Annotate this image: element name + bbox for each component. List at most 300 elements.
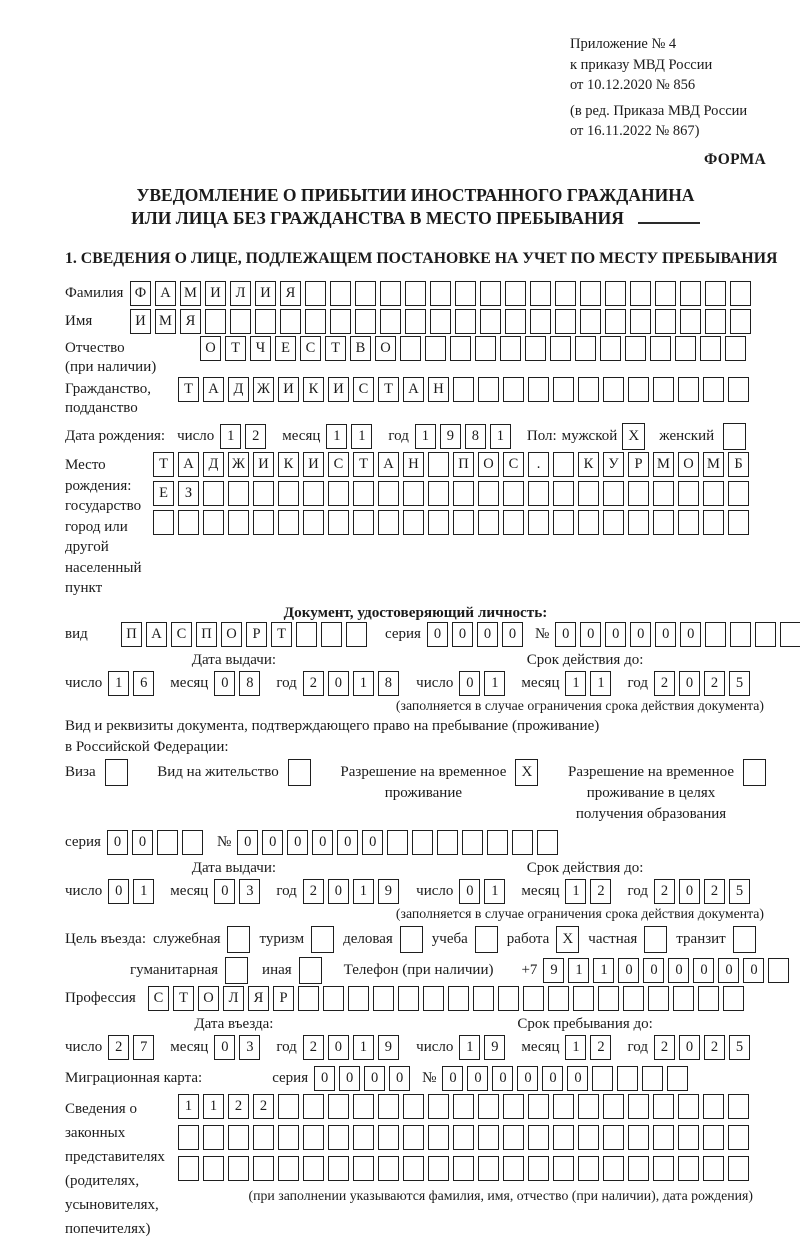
checkbox-cell[interactable] bbox=[400, 926, 423, 953]
form-cell[interactable] bbox=[703, 1125, 724, 1150]
form-cell[interactable] bbox=[628, 1125, 649, 1150]
form-cell[interactable]: 2 bbox=[654, 671, 675, 696]
form-cell[interactable]: С bbox=[300, 336, 321, 361]
form-cell[interactable]: О bbox=[375, 336, 396, 361]
form-cell[interactable]: 1 bbox=[326, 424, 347, 449]
form-cell[interactable] bbox=[678, 510, 699, 535]
form-cell[interactable]: 1 bbox=[415, 424, 436, 449]
form-cell[interactable] bbox=[348, 986, 369, 1011]
form-cell[interactable]: М bbox=[155, 309, 176, 334]
form-cell[interactable]: 7 bbox=[133, 1035, 154, 1060]
form-cell[interactable]: 1 bbox=[353, 671, 374, 696]
form-cell[interactable] bbox=[537, 830, 558, 855]
form-cell[interactable]: Я bbox=[280, 281, 301, 306]
form-cell[interactable] bbox=[655, 281, 676, 306]
form-cell[interactable]: 1 bbox=[203, 1094, 224, 1119]
checkbox-cell[interactable] bbox=[227, 926, 250, 953]
form-cell[interactable]: А bbox=[378, 452, 399, 477]
checkbox-cell[interactable] bbox=[288, 759, 311, 786]
form-cell[interactable]: А bbox=[155, 281, 176, 306]
form-cell[interactable] bbox=[346, 622, 367, 647]
form-cell[interactable]: 0 bbox=[362, 830, 383, 855]
form-cell[interactable]: А bbox=[203, 377, 224, 402]
form-cell[interactable] bbox=[628, 1156, 649, 1181]
form-cell[interactable] bbox=[305, 309, 326, 334]
form-cell[interactable] bbox=[703, 481, 724, 506]
form-cell[interactable]: 2 bbox=[303, 671, 324, 696]
form-cell[interactable]: И bbox=[303, 452, 324, 477]
form-cell[interactable] bbox=[453, 377, 474, 402]
form-cell[interactable] bbox=[228, 510, 249, 535]
form-cell[interactable] bbox=[653, 1156, 674, 1181]
form-cell[interactable]: З bbox=[178, 481, 199, 506]
form-cell[interactable] bbox=[578, 1125, 599, 1150]
form-cell[interactable]: 1 bbox=[133, 879, 154, 904]
form-cell[interactable]: Л bbox=[230, 281, 251, 306]
form-cell[interactable]: 6 bbox=[133, 671, 154, 696]
form-cell[interactable] bbox=[378, 481, 399, 506]
form-cell[interactable] bbox=[453, 1125, 474, 1150]
form-cell[interactable]: 2 bbox=[303, 1035, 324, 1060]
form-cell[interactable] bbox=[157, 830, 178, 855]
form-cell[interactable]: 0 bbox=[328, 879, 349, 904]
form-cell[interactable] bbox=[473, 986, 494, 1011]
form-cell[interactable] bbox=[278, 1156, 299, 1181]
form-cell[interactable]: П bbox=[453, 452, 474, 477]
form-cell[interactable]: Ф bbox=[130, 281, 151, 306]
form-cell[interactable] bbox=[380, 309, 401, 334]
form-cell[interactable] bbox=[755, 622, 776, 647]
form-cell[interactable] bbox=[628, 1094, 649, 1119]
form-cell[interactable] bbox=[623, 986, 644, 1011]
form-cell[interactable] bbox=[553, 481, 574, 506]
form-cell[interactable] bbox=[478, 1094, 499, 1119]
form-cell[interactable]: О bbox=[678, 452, 699, 477]
form-cell[interactable] bbox=[655, 309, 676, 334]
form-cell[interactable]: 0 bbox=[693, 958, 714, 983]
form-cell[interactable] bbox=[630, 309, 651, 334]
form-cell[interactable] bbox=[228, 481, 249, 506]
form-cell[interactable] bbox=[403, 481, 424, 506]
form-cell[interactable]: М bbox=[180, 281, 201, 306]
form-cell[interactable] bbox=[355, 309, 376, 334]
form-cell[interactable] bbox=[296, 622, 317, 647]
form-cell[interactable]: 2 bbox=[704, 879, 725, 904]
form-cell[interactable]: 1 bbox=[565, 1035, 586, 1060]
form-cell[interactable] bbox=[182, 830, 203, 855]
form-cell[interactable] bbox=[553, 452, 574, 477]
form-cell[interactable] bbox=[525, 336, 546, 361]
form-cell[interactable] bbox=[428, 1094, 449, 1119]
form-cell[interactable]: 9 bbox=[378, 1035, 399, 1060]
form-cell[interactable] bbox=[328, 510, 349, 535]
form-cell[interactable] bbox=[478, 1125, 499, 1150]
form-cell[interactable] bbox=[203, 1125, 224, 1150]
form-cell[interactable]: 1 bbox=[220, 424, 241, 449]
form-cell[interactable] bbox=[625, 336, 646, 361]
form-cell[interactable]: 0 bbox=[555, 622, 576, 647]
form-cell[interactable]: 0 bbox=[718, 958, 739, 983]
form-cell[interactable] bbox=[642, 1066, 663, 1091]
form-cell[interactable] bbox=[528, 1156, 549, 1181]
form-cell[interactable]: М bbox=[703, 452, 724, 477]
form-cell[interactable] bbox=[555, 309, 576, 334]
form-cell[interactable] bbox=[487, 830, 508, 855]
form-cell[interactable] bbox=[528, 510, 549, 535]
form-cell[interactable] bbox=[667, 1066, 688, 1091]
form-cell[interactable] bbox=[303, 510, 324, 535]
form-cell[interactable]: 1 bbox=[565, 879, 586, 904]
form-cell[interactable] bbox=[412, 830, 433, 855]
form-cell[interactable] bbox=[428, 452, 449, 477]
form-cell[interactable]: 2 bbox=[228, 1094, 249, 1119]
form-cell[interactable] bbox=[578, 377, 599, 402]
form-cell[interactable]: П bbox=[196, 622, 217, 647]
form-cell[interactable] bbox=[203, 481, 224, 506]
form-cell[interactable]: 1 bbox=[459, 1035, 480, 1060]
form-cell[interactable]: С bbox=[148, 986, 169, 1011]
form-cell[interactable] bbox=[673, 986, 694, 1011]
form-cell[interactable] bbox=[723, 986, 744, 1011]
form-cell[interactable]: М bbox=[653, 452, 674, 477]
form-cell[interactable] bbox=[330, 309, 351, 334]
form-cell[interactable]: О bbox=[221, 622, 242, 647]
form-cell[interactable] bbox=[253, 1125, 274, 1150]
form-cell[interactable] bbox=[430, 309, 451, 334]
form-cell[interactable]: 0 bbox=[502, 622, 523, 647]
form-cell[interactable] bbox=[678, 377, 699, 402]
form-cell[interactable]: С bbox=[328, 452, 349, 477]
form-cell[interactable] bbox=[703, 377, 724, 402]
form-cell[interactable] bbox=[378, 510, 399, 535]
form-cell[interactable] bbox=[603, 1156, 624, 1181]
checkbox-cell[interactable] bbox=[299, 957, 322, 984]
form-cell[interactable] bbox=[628, 481, 649, 506]
checkbox-cell[interactable] bbox=[644, 926, 667, 953]
form-cell[interactable] bbox=[403, 510, 424, 535]
form-cell[interactable] bbox=[678, 481, 699, 506]
form-cell[interactable] bbox=[703, 1156, 724, 1181]
form-cell[interactable]: . bbox=[528, 452, 549, 477]
form-cell[interactable] bbox=[700, 336, 721, 361]
form-cell[interactable] bbox=[553, 1156, 574, 1181]
form-cell[interactable] bbox=[278, 510, 299, 535]
form-cell[interactable] bbox=[480, 309, 501, 334]
form-cell[interactable] bbox=[503, 510, 524, 535]
form-cell[interactable] bbox=[605, 309, 626, 334]
form-cell[interactable] bbox=[437, 830, 458, 855]
form-cell[interactable]: Н bbox=[428, 377, 449, 402]
form-cell[interactable]: 0 bbox=[567, 1066, 588, 1091]
form-cell[interactable]: 0 bbox=[679, 1035, 700, 1060]
form-cell[interactable] bbox=[598, 986, 619, 1011]
form-cell[interactable] bbox=[278, 1094, 299, 1119]
form-cell[interactable]: 3 bbox=[239, 1035, 260, 1060]
form-cell[interactable]: 9 bbox=[440, 424, 461, 449]
form-cell[interactable]: И bbox=[328, 377, 349, 402]
form-cell[interactable] bbox=[303, 481, 324, 506]
form-cell[interactable] bbox=[405, 309, 426, 334]
form-cell[interactable] bbox=[353, 1094, 374, 1119]
form-cell[interactable] bbox=[553, 377, 574, 402]
form-cell[interactable]: Ж bbox=[253, 377, 274, 402]
form-cell[interactable] bbox=[478, 510, 499, 535]
form-cell[interactable] bbox=[355, 281, 376, 306]
form-cell[interactable]: 1 bbox=[353, 879, 374, 904]
form-cell[interactable]: Д bbox=[228, 377, 249, 402]
form-cell[interactable]: 0 bbox=[459, 879, 480, 904]
form-cell[interactable] bbox=[353, 1156, 374, 1181]
form-cell[interactable]: 0 bbox=[328, 1035, 349, 1060]
form-cell[interactable] bbox=[580, 309, 601, 334]
form-cell[interactable] bbox=[653, 1125, 674, 1150]
form-cell[interactable]: 0 bbox=[618, 958, 639, 983]
form-cell[interactable]: К bbox=[578, 452, 599, 477]
form-cell[interactable]: В bbox=[350, 336, 371, 361]
form-cell[interactable]: 1 bbox=[351, 424, 372, 449]
form-cell[interactable]: 0 bbox=[312, 830, 333, 855]
form-cell[interactable] bbox=[648, 986, 669, 1011]
form-cell[interactable] bbox=[578, 1156, 599, 1181]
checkbox-cell[interactable] bbox=[105, 759, 128, 786]
form-cell[interactable]: 5 bbox=[729, 879, 750, 904]
form-cell[interactable] bbox=[478, 1156, 499, 1181]
form-cell[interactable]: С bbox=[353, 377, 374, 402]
form-cell[interactable] bbox=[453, 510, 474, 535]
form-cell[interactable] bbox=[653, 377, 674, 402]
form-cell[interactable]: И bbox=[253, 452, 274, 477]
form-cell[interactable] bbox=[378, 1156, 399, 1181]
form-cell[interactable]: А bbox=[146, 622, 167, 647]
form-cell[interactable] bbox=[528, 1094, 549, 1119]
form-cell[interactable] bbox=[400, 336, 421, 361]
form-cell[interactable] bbox=[503, 1125, 524, 1150]
form-cell[interactable] bbox=[430, 281, 451, 306]
form-cell[interactable]: 1 bbox=[108, 671, 129, 696]
form-cell[interactable] bbox=[453, 1156, 474, 1181]
form-cell[interactable] bbox=[512, 830, 533, 855]
form-cell[interactable]: 1 bbox=[565, 671, 586, 696]
form-cell[interactable] bbox=[678, 1094, 699, 1119]
checkbox-cell[interactable]: X bbox=[515, 759, 538, 786]
form-cell[interactable] bbox=[675, 336, 696, 361]
form-cell[interactable]: Р bbox=[273, 986, 294, 1011]
form-cell[interactable]: А bbox=[178, 452, 199, 477]
form-cell[interactable]: Я bbox=[180, 309, 201, 334]
form-cell[interactable]: 0 bbox=[459, 671, 480, 696]
form-cell[interactable]: Т bbox=[271, 622, 292, 647]
form-cell[interactable] bbox=[605, 281, 626, 306]
form-cell[interactable] bbox=[428, 510, 449, 535]
form-cell[interactable]: Т bbox=[173, 986, 194, 1011]
form-cell[interactable]: Т bbox=[378, 377, 399, 402]
form-cell[interactable]: 1 bbox=[590, 671, 611, 696]
form-cell[interactable]: У bbox=[603, 452, 624, 477]
form-cell[interactable] bbox=[203, 510, 224, 535]
form-cell[interactable] bbox=[705, 281, 726, 306]
form-cell[interactable]: 8 bbox=[239, 671, 260, 696]
form-cell[interactable] bbox=[428, 481, 449, 506]
form-cell[interactable] bbox=[505, 281, 526, 306]
form-cell[interactable]: О bbox=[200, 336, 221, 361]
form-cell[interactable]: 0 bbox=[442, 1066, 463, 1091]
form-cell[interactable] bbox=[303, 1094, 324, 1119]
form-cell[interactable] bbox=[353, 1125, 374, 1150]
form-cell[interactable]: 2 bbox=[253, 1094, 274, 1119]
form-cell[interactable] bbox=[505, 309, 526, 334]
form-cell[interactable] bbox=[321, 622, 342, 647]
form-cell[interactable] bbox=[548, 986, 569, 1011]
form-cell[interactable]: Я bbox=[248, 986, 269, 1011]
form-cell[interactable]: 0 bbox=[680, 622, 701, 647]
form-cell[interactable]: Т bbox=[225, 336, 246, 361]
form-cell[interactable] bbox=[503, 1094, 524, 1119]
form-cell[interactable] bbox=[255, 309, 276, 334]
form-cell[interactable] bbox=[323, 986, 344, 1011]
form-cell[interactable]: 0 bbox=[477, 622, 498, 647]
form-cell[interactable]: 0 bbox=[339, 1066, 360, 1091]
checkbox-cell[interactable] bbox=[225, 957, 248, 984]
form-cell[interactable] bbox=[630, 281, 651, 306]
form-cell[interactable] bbox=[303, 1125, 324, 1150]
form-cell[interactable]: 0 bbox=[452, 622, 473, 647]
form-cell[interactable] bbox=[403, 1156, 424, 1181]
form-cell[interactable] bbox=[503, 377, 524, 402]
form-cell[interactable] bbox=[153, 510, 174, 535]
form-cell[interactable] bbox=[462, 830, 483, 855]
form-cell[interactable]: 1 bbox=[484, 671, 505, 696]
form-cell[interactable] bbox=[553, 1125, 574, 1150]
form-cell[interactable]: Ч bbox=[250, 336, 271, 361]
form-cell[interactable] bbox=[628, 377, 649, 402]
form-cell[interactable]: 0 bbox=[492, 1066, 513, 1091]
form-cell[interactable] bbox=[603, 510, 624, 535]
form-cell[interactable] bbox=[578, 510, 599, 535]
form-cell[interactable] bbox=[603, 377, 624, 402]
form-cell[interactable] bbox=[475, 336, 496, 361]
form-cell[interactable] bbox=[768, 958, 789, 983]
form-cell[interactable] bbox=[455, 281, 476, 306]
form-cell[interactable]: 2 bbox=[654, 1035, 675, 1060]
form-cell[interactable] bbox=[578, 481, 599, 506]
form-cell[interactable] bbox=[453, 1094, 474, 1119]
form-cell[interactable] bbox=[280, 309, 301, 334]
form-cell[interactable] bbox=[730, 281, 751, 306]
form-cell[interactable] bbox=[678, 1156, 699, 1181]
form-cell[interactable]: 0 bbox=[287, 830, 308, 855]
form-cell[interactable]: Т bbox=[325, 336, 346, 361]
form-cell[interactable]: Е bbox=[153, 481, 174, 506]
form-cell[interactable] bbox=[728, 1094, 749, 1119]
form-cell[interactable] bbox=[373, 986, 394, 1011]
form-cell[interactable] bbox=[523, 986, 544, 1011]
form-cell[interactable] bbox=[550, 336, 571, 361]
checkbox-cell[interactable] bbox=[311, 926, 334, 953]
form-cell[interactable]: 0 bbox=[108, 879, 129, 904]
form-cell[interactable] bbox=[478, 481, 499, 506]
form-cell[interactable] bbox=[705, 622, 726, 647]
form-cell[interactable] bbox=[425, 336, 446, 361]
form-cell[interactable] bbox=[653, 1094, 674, 1119]
form-cell[interactable]: О bbox=[478, 452, 499, 477]
form-cell[interactable]: 0 bbox=[214, 671, 235, 696]
form-cell[interactable] bbox=[353, 510, 374, 535]
form-cell[interactable]: 0 bbox=[580, 622, 601, 647]
form-cell[interactable] bbox=[328, 481, 349, 506]
checkbox-cell[interactable] bbox=[743, 759, 766, 786]
form-cell[interactable]: Т bbox=[153, 452, 174, 477]
form-cell[interactable] bbox=[678, 1125, 699, 1150]
form-cell[interactable] bbox=[278, 481, 299, 506]
form-cell[interactable]: 0 bbox=[427, 622, 448, 647]
form-cell[interactable] bbox=[653, 510, 674, 535]
form-cell[interactable] bbox=[303, 1156, 324, 1181]
form-cell[interactable]: 0 bbox=[364, 1066, 385, 1091]
form-cell[interactable]: 0 bbox=[542, 1066, 563, 1091]
form-cell[interactable] bbox=[230, 309, 251, 334]
form-cell[interactable]: 2 bbox=[590, 879, 611, 904]
form-cell[interactable]: 0 bbox=[337, 830, 358, 855]
form-cell[interactable] bbox=[378, 1125, 399, 1150]
form-cell[interactable] bbox=[178, 1156, 199, 1181]
form-cell[interactable]: 8 bbox=[378, 671, 399, 696]
form-cell[interactable] bbox=[650, 336, 671, 361]
form-cell[interactable] bbox=[575, 336, 596, 361]
form-cell[interactable] bbox=[617, 1066, 638, 1091]
form-cell[interactable]: 0 bbox=[328, 671, 349, 696]
form-cell[interactable] bbox=[730, 622, 751, 647]
form-cell[interactable] bbox=[503, 1156, 524, 1181]
form-cell[interactable] bbox=[428, 1156, 449, 1181]
form-cell[interactable] bbox=[328, 1125, 349, 1150]
form-cell[interactable] bbox=[728, 481, 749, 506]
form-cell[interactable]: К bbox=[303, 377, 324, 402]
form-cell[interactable]: 0 bbox=[467, 1066, 488, 1091]
form-cell[interactable] bbox=[428, 1125, 449, 1150]
form-cell[interactable]: 1 bbox=[568, 958, 589, 983]
form-cell[interactable]: С bbox=[171, 622, 192, 647]
form-cell[interactable]: 0 bbox=[262, 830, 283, 855]
checkbox-cell[interactable]: X bbox=[556, 926, 579, 953]
form-cell[interactable]: Т bbox=[178, 377, 199, 402]
form-cell[interactable]: 0 bbox=[655, 622, 676, 647]
form-cell[interactable] bbox=[705, 309, 726, 334]
checkbox-cell[interactable] bbox=[733, 926, 756, 953]
form-cell[interactable]: 0 bbox=[214, 1035, 235, 1060]
form-cell[interactable]: 0 bbox=[237, 830, 258, 855]
form-cell[interactable]: 0 bbox=[679, 671, 700, 696]
form-cell[interactable]: 2 bbox=[704, 671, 725, 696]
form-cell[interactable]: К bbox=[278, 452, 299, 477]
form-cell[interactable]: 1 bbox=[593, 958, 614, 983]
form-cell[interactable]: П bbox=[121, 622, 142, 647]
form-cell[interactable] bbox=[728, 377, 749, 402]
form-cell[interactable]: 9 bbox=[378, 879, 399, 904]
form-cell[interactable] bbox=[328, 1094, 349, 1119]
form-cell[interactable] bbox=[298, 986, 319, 1011]
form-cell[interactable] bbox=[448, 986, 469, 1011]
form-cell[interactable]: Т bbox=[353, 452, 374, 477]
form-cell[interactable]: 0 bbox=[643, 958, 664, 983]
form-cell[interactable] bbox=[453, 481, 474, 506]
form-cell[interactable]: Ж bbox=[228, 452, 249, 477]
form-cell[interactable]: 0 bbox=[107, 830, 128, 855]
form-cell[interactable] bbox=[403, 1125, 424, 1150]
form-cell[interactable] bbox=[592, 1066, 613, 1091]
form-cell[interactable] bbox=[530, 309, 551, 334]
form-cell[interactable]: 1 bbox=[178, 1094, 199, 1119]
form-cell[interactable] bbox=[178, 1125, 199, 1150]
